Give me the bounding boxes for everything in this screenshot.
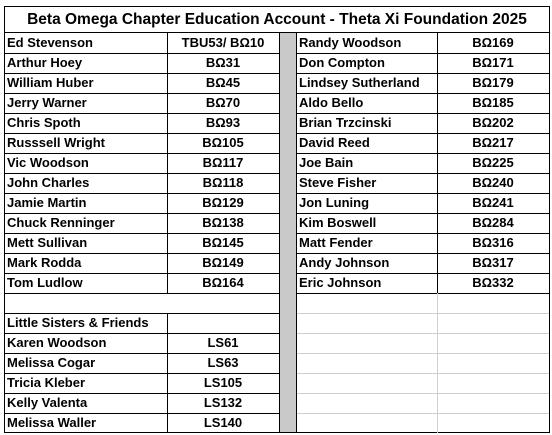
table-row (5, 33, 279, 53)
member-name: Vic Woodson (7, 155, 89, 170)
grid-line (5, 413, 279, 414)
grid-line (297, 73, 549, 74)
member-code: BΩ118 (202, 175, 244, 190)
table-row (297, 173, 549, 193)
member-code (437, 353, 549, 373)
member-code (167, 313, 279, 333)
grid-line (5, 293, 279, 294)
table-row (5, 213, 279, 233)
table-row (5, 293, 279, 313)
table-row (297, 233, 549, 253)
member-name: Don Compton (299, 55, 385, 70)
member-code: BΩ185 (472, 95, 514, 110)
member-name (297, 413, 437, 433)
grid-line (297, 273, 549, 274)
table-row (5, 73, 279, 93)
column-divider (279, 33, 297, 432)
member-name: Tom Ludlow (7, 275, 83, 290)
left-member-table (5, 33, 279, 432)
member-code: TBU53/ BΩ10 (181, 35, 265, 50)
member-name (297, 393, 437, 413)
member-code: BΩ240 (472, 175, 514, 190)
grid-line (297, 53, 549, 54)
member-code: BΩ316 (472, 235, 514, 250)
table-row (297, 353, 549, 373)
grid-line (5, 353, 279, 354)
grid-line (297, 133, 549, 134)
grid-line (5, 333, 279, 334)
member-name (297, 353, 437, 373)
grid-line (437, 33, 438, 293)
grid-line (437, 293, 438, 433)
grid-line (5, 253, 279, 254)
education-account-sheet (4, 6, 550, 433)
member-name: Steve Fisher (299, 175, 377, 190)
table-row (5, 113, 279, 133)
member-name (297, 313, 437, 333)
member-name: Melissa Waller (7, 415, 97, 430)
member-name: Jon Luning (299, 195, 370, 210)
member-code: BΩ217 (472, 135, 514, 150)
grid-line (297, 173, 549, 174)
right-member-table (297, 33, 549, 432)
member-code: BΩ225 (472, 155, 514, 170)
table-row (297, 193, 549, 213)
table-row (5, 253, 279, 273)
table-row (297, 93, 549, 113)
member-name: Joe Bain (299, 155, 354, 170)
table-row (5, 373, 279, 393)
grid-line (297, 313, 549, 314)
table-row (5, 313, 279, 333)
member-name: John Charles (7, 175, 90, 190)
member-code (437, 293, 549, 313)
table-row (5, 153, 279, 173)
little-sisters-header: Little Sisters & Friends (7, 315, 149, 330)
member-name: Ed Stevenson (7, 35, 93, 50)
member-name: Jamie Martin (7, 195, 87, 210)
grid-line (5, 313, 279, 314)
grid-line (297, 353, 549, 354)
member-name: Jerry Warner (7, 95, 87, 110)
member-code: LS140 (203, 415, 243, 430)
member-name: Matt Fender (299, 235, 373, 250)
member-code: BΩ145 (202, 235, 244, 250)
member-code: LS105 (203, 375, 243, 390)
table-row (297, 33, 549, 53)
grid-line (5, 113, 279, 114)
member-name (5, 293, 167, 313)
member-name: David Reed (299, 135, 370, 150)
member-name: Karen Woodson (7, 335, 107, 350)
member-name: Chuck Renninger (7, 215, 115, 230)
member-name: Tricia Kleber (7, 375, 86, 390)
table-row (5, 93, 279, 113)
grid-line (297, 333, 549, 334)
grid-line (297, 113, 549, 114)
table-row (297, 373, 549, 393)
member-code (167, 293, 279, 313)
grid-line (5, 393, 279, 394)
member-code: BΩ129 (202, 195, 244, 210)
table-row (297, 273, 549, 293)
member-code (437, 373, 549, 393)
member-name: Randy Woodson (299, 35, 402, 50)
member-code: BΩ45 (205, 75, 241, 90)
member-code: BΩ169 (472, 35, 514, 50)
grid-line (5, 173, 279, 174)
table-row (5, 393, 279, 413)
member-name: Mark Rodda (7, 255, 82, 270)
grid-line (297, 153, 549, 154)
table-row (297, 253, 549, 273)
member-code: BΩ70 (205, 95, 241, 110)
table-row (5, 53, 279, 73)
table-row (5, 353, 279, 373)
member-code: BΩ179 (472, 75, 514, 90)
table-row (5, 273, 279, 293)
grid-line (5, 193, 279, 194)
table-row (5, 233, 279, 253)
grid-line (5, 373, 279, 374)
member-name: Brian Trzcinski (299, 115, 392, 130)
grid-line (5, 73, 279, 74)
table-row (5, 173, 279, 193)
member-name: Melissa Cogar (7, 355, 96, 370)
member-code: BΩ332 (472, 275, 514, 290)
member-name: Lindsey Sutherland (299, 75, 420, 90)
grid-line (5, 233, 279, 234)
table-row (297, 53, 549, 73)
member-code (437, 313, 549, 333)
table-row (297, 213, 549, 233)
member-code: LS132 (203, 395, 243, 410)
member-code (437, 393, 549, 413)
table-row (297, 393, 549, 413)
member-name: Chris Spoth (7, 115, 81, 130)
member-code: BΩ202 (472, 115, 514, 130)
table-row (297, 413, 549, 433)
table-row (297, 333, 549, 353)
member-code: BΩ138 (202, 215, 244, 230)
member-code: LS63 (207, 355, 239, 370)
table-row (297, 153, 549, 173)
grid-line (297, 93, 549, 94)
table-row (5, 333, 279, 353)
grid-line (167, 313, 168, 433)
grid-line (297, 293, 549, 294)
member-name: Kim Boswell (299, 215, 377, 230)
member-name (297, 293, 437, 313)
table-row (297, 113, 549, 133)
table-row (5, 193, 279, 213)
grid-line (5, 153, 279, 154)
table-row (297, 73, 549, 93)
member-name: Eric Johnson (299, 275, 382, 290)
member-name: Aldo Bello (299, 95, 364, 110)
grid-line (297, 253, 549, 254)
table-row (297, 133, 549, 153)
table-row (5, 413, 279, 433)
grid-line (5, 93, 279, 94)
grid-line (167, 33, 168, 293)
table-row (297, 313, 549, 333)
member-code: BΩ117 (202, 155, 244, 170)
member-code: BΩ317 (472, 255, 514, 270)
member-code: BΩ164 (202, 275, 244, 290)
grid-line (5, 273, 279, 274)
member-name: Andy Johnson (299, 255, 390, 270)
sheet-title: Beta Omega Chapter Education Account - Theta Xi Foundation 2025 (5, 7, 549, 33)
member-code: LS61 (207, 335, 239, 350)
member-name: Arthur Hoey (7, 55, 83, 70)
member-name: Kelly Valenta (7, 395, 88, 410)
grid-line (5, 213, 279, 214)
member-code: BΩ149 (202, 255, 244, 270)
grid-line (297, 413, 549, 414)
grid-line (297, 213, 549, 214)
member-code: BΩ241 (472, 195, 514, 210)
member-code: BΩ105 (202, 135, 244, 150)
member-code: BΩ284 (472, 215, 514, 230)
member-name: Russsell Wright (7, 135, 106, 150)
member-code: BΩ31 (205, 55, 241, 70)
member-code: BΩ171 (472, 55, 514, 70)
grid-line (297, 373, 549, 374)
member-code (437, 413, 549, 433)
member-name (297, 373, 437, 393)
grid-line (5, 53, 279, 54)
member-name: Mett Sullivan (7, 235, 88, 250)
grid-line (297, 193, 549, 194)
member-name (297, 333, 437, 353)
member-name: William Huber (7, 75, 94, 90)
grid-line (297, 233, 549, 234)
table-row (5, 133, 279, 153)
member-code: BΩ93 (205, 115, 241, 130)
grid-line (5, 133, 279, 134)
member-code (437, 333, 549, 353)
table-row (297, 293, 549, 313)
grid-line (297, 393, 549, 394)
